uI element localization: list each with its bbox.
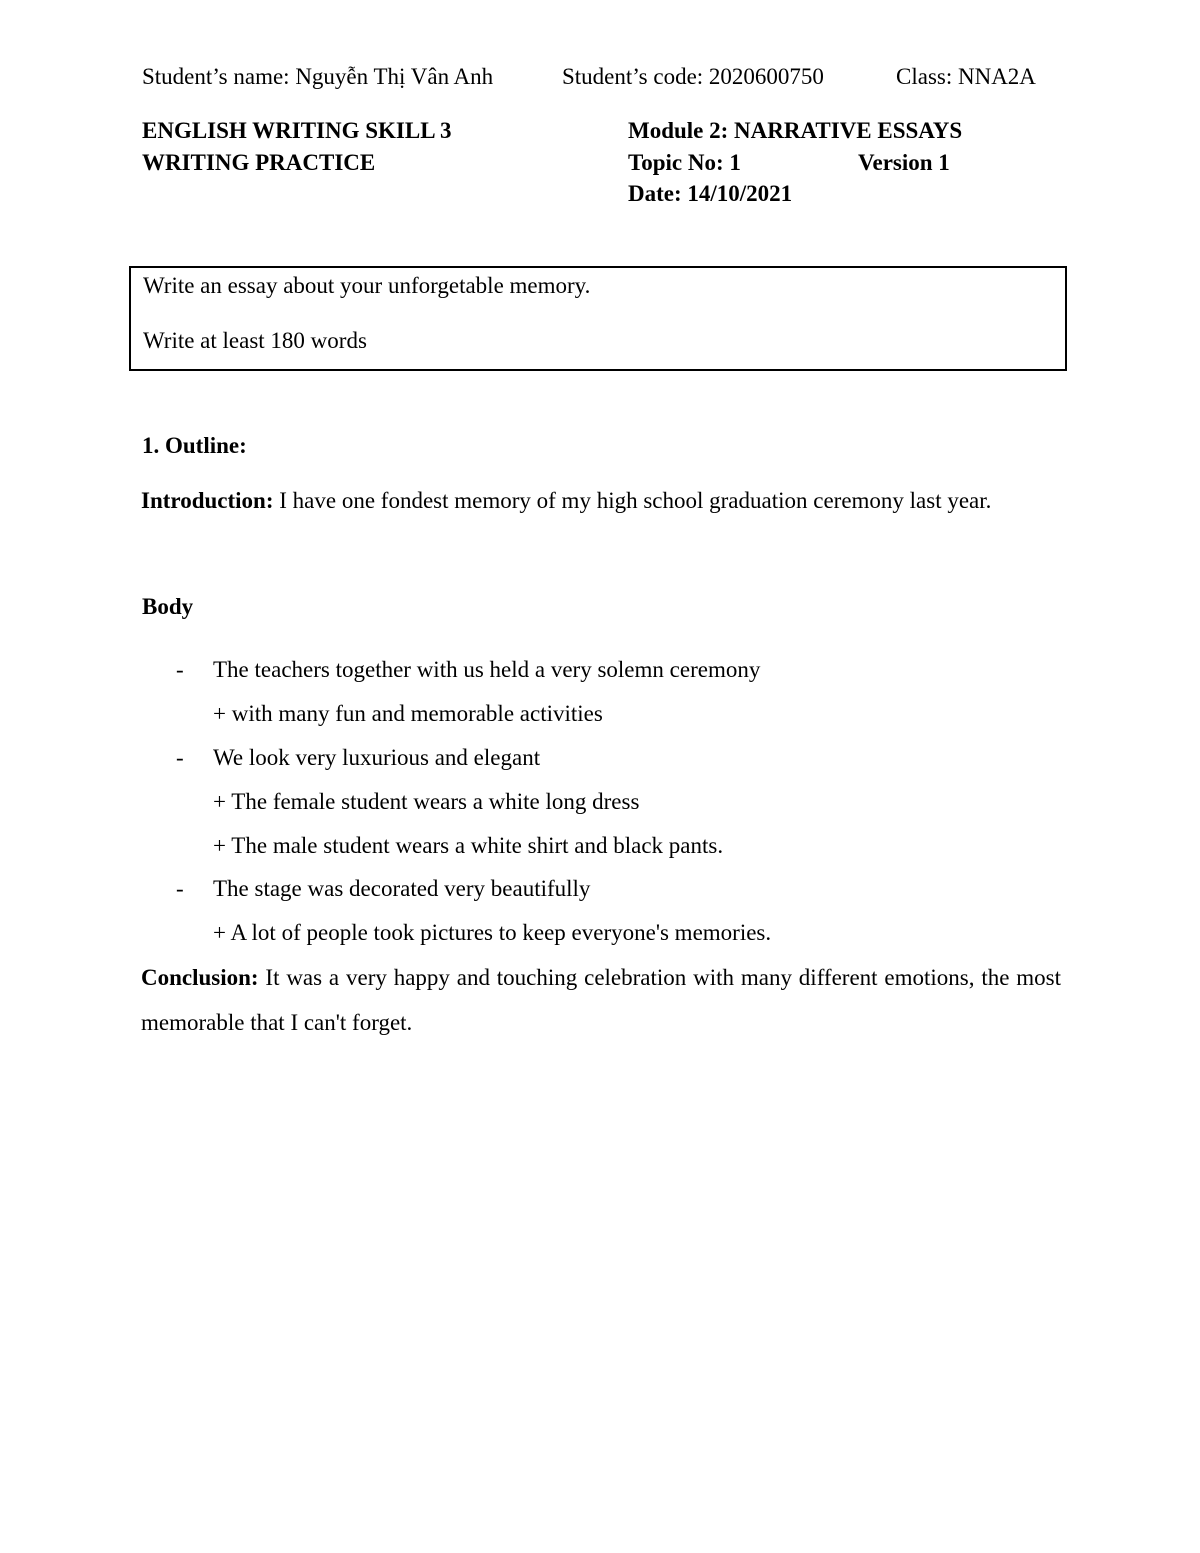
student-code: Student’s code: 2020600750 (562, 64, 824, 89)
bullet-item: The stage was decorated very beautifully (213, 876, 591, 901)
introduction-paragraph (141, 478, 1061, 523)
module-title: Module 2: NARRATIVE ESSAYS (628, 118, 963, 143)
prompt-box (129, 266, 1067, 371)
course-title: ENGLISH WRITING SKILL 3 (142, 118, 452, 143)
topic-number: Topic No: 1 (628, 150, 741, 175)
prompt-line-1: Write an essay about your unforgetable memory. (143, 273, 591, 298)
conclusion-paragraph (141, 955, 1061, 1045)
sub-bullet-item: + with many fun and memorable activities (213, 701, 603, 726)
bullet-dash: - (176, 657, 184, 682)
sub-bullet-item: + The female student wears a white long dress (213, 789, 640, 814)
introduction-label: Introduction: (141, 488, 274, 513)
date-label: Date: 14/10/2021 (628, 181, 793, 206)
introduction-text: I have one fondest memory of my high school graduation ceremony last year. (273, 488, 992, 513)
conclusion-label: Conclusion: (141, 965, 259, 990)
student-name: Student’s name: Nguyễn Thị Vân Anh (142, 64, 494, 89)
sub-bullet-item: + A lot of people took pictures to keep everyone's memories. (213, 920, 772, 945)
student-class: Class: NNA2A (896, 64, 1036, 89)
bullet-item: We look very luxurious and elegant (213, 745, 541, 770)
outline-heading: 1. Outline: (142, 433, 247, 458)
prompt-line-2: Write at least 180 words (143, 328, 367, 353)
version-label: Version 1 (858, 150, 950, 175)
bullet-dash: - (176, 745, 184, 770)
practice-title: WRITING PRACTICE (142, 150, 376, 175)
bullet-dash: - (176, 876, 184, 901)
sub-bullet-item: + The male student wears a white shirt and black pants. (213, 833, 724, 858)
conclusion-text: It was a very happy and touching celebration with many different emotions, the most memorable that I can't forget. (141, 965, 1061, 1035)
bullet-item: The teachers together with us held a very solemn ceremony (213, 657, 761, 682)
body-heading: Body (142, 594, 194, 619)
